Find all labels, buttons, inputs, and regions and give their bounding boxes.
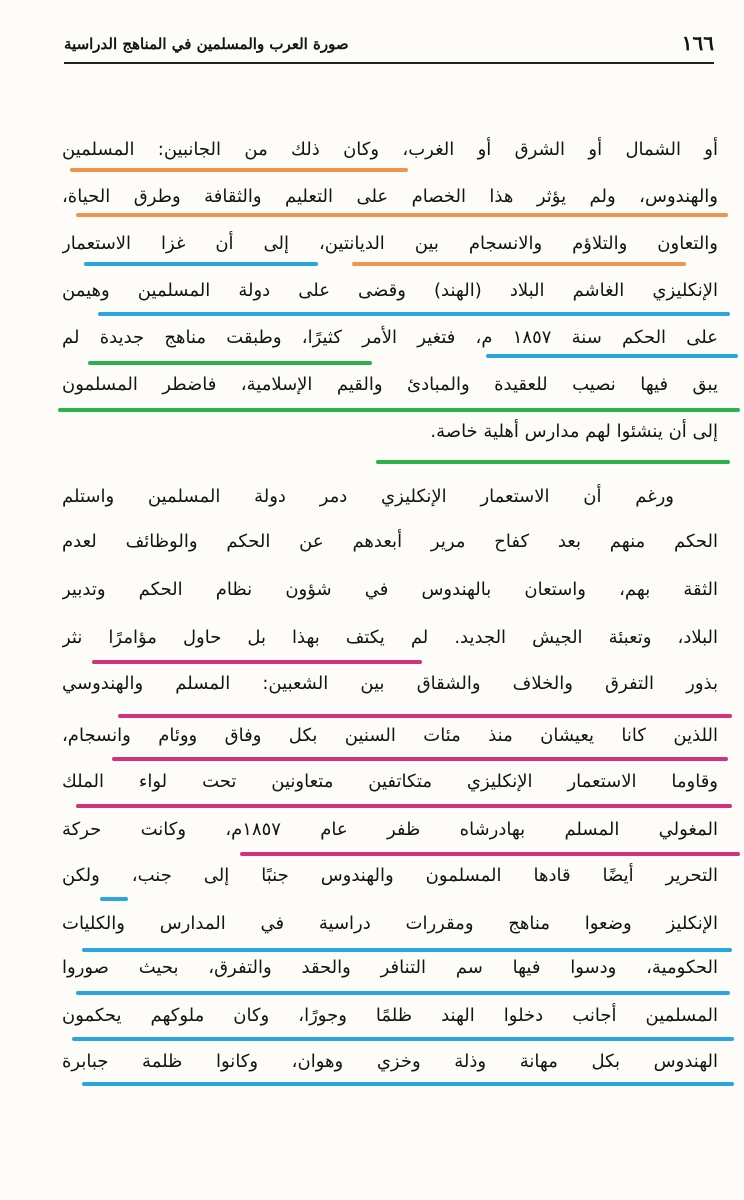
text-line: وقاوما الاستعمار الإنكليزي متكاتفين متعاونين تحت لواء الملك xyxy=(62,771,718,792)
text-line: بذور التفرق والخلاف والشقاق بين الشعبين: المسلم والهندوسي xyxy=(62,673,718,694)
text-line: المغولي المسلم بهادرشاه ظفر عام ١٨٥٧م، وكانت حركة xyxy=(62,819,718,840)
text-line: والهندوس، ولم يؤثر هذا الخصام على التعليم والثقافة وطرق الحياة، xyxy=(62,186,718,207)
text-line: اللذين كانا يعيشان منذ مئات السنين بكل وفاق ووئام وانسجام، xyxy=(62,725,718,746)
text-line: أو الشمال أو الشرق أو الغرب، وكان ذلك من الجانبين: المسلمين xyxy=(62,139,718,160)
text-line: الحكومية، ودسوا فيها سم التنافر والحقد والتفرق، بحيث صوروا xyxy=(62,957,718,978)
text-line: التحرير أيضًا قادها المسلمون والهندوس جنبًا إلى جنب، ولكن xyxy=(62,865,718,886)
text-line: الهندوس بكل مهانة وذلة وخزي وهوان، وكانوا ظلمة جبابرة xyxy=(62,1051,718,1072)
page-number: ١٦٦ xyxy=(681,31,714,55)
text-line: على الحكم سنة ١٨٥٧ م، فتغير الأمر كثيرًا، وطبقت مناهج جديدة لم xyxy=(62,327,718,348)
text-line: ورغم أن الاستعمار الإنكليزي دمر دولة المسلمين واستلم xyxy=(62,486,674,507)
text-line: الحكم منهم بعد كفاح مرير أبعدهم عن الحكم والوظائف لعدم xyxy=(62,531,718,552)
text-line: والتعاون والتلاؤم والانسجام بين الديانتين، إلى أن غزا الاستعمار xyxy=(62,233,718,254)
text-line: الإنكليزي الغاشم البلاد (الهند) وقضى على دولة المسلمين وهيمن xyxy=(62,280,718,301)
text-line: الإنكليز وضعوا مناهج ومقررات دراسية في المدارس والكليات xyxy=(62,913,718,934)
text-line: يبق فيها نصيب للعقيدة والمبادئ والقيم الإسلامية، فاضطر المسلمون xyxy=(62,374,718,395)
text-line: الثقة بهم، واستعان بالهندوس في شؤون نظام الحكم وتدبير xyxy=(62,579,718,600)
text-line: المسلمين أجانب دخلوا الهند ظلمًا وجورًا، وكان ملوكهم يحكمون xyxy=(62,1005,718,1026)
running-title: صورة العرب والمسلمين في المناهج الدراسية xyxy=(64,35,349,53)
text-line: إلى أن ينشئوا لهم مدارس أهلية خاصة. xyxy=(430,421,718,442)
text-line: البلاد، وتعبئة الجيش الجديد. لم يكتف بهذا بل حاول مؤامرًا نثر xyxy=(62,627,718,648)
